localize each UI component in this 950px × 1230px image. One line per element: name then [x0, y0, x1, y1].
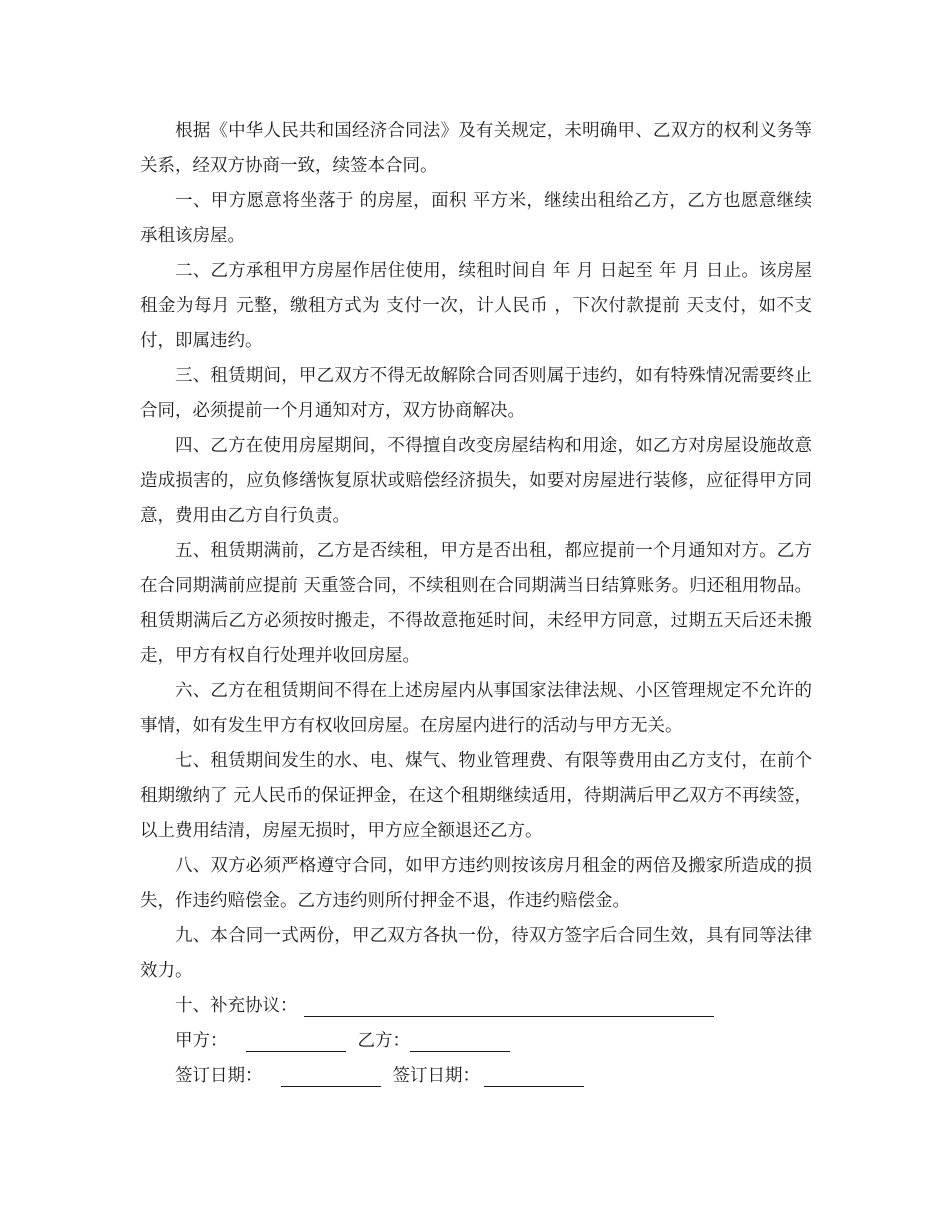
- clause-1-paragraph: 一、甲方愿意将坐落于 的房屋，面积 平方米，继续出租给乙方，乙方也愿意继续承租该房屋。: [140, 191, 812, 246]
- clause-2-paragraph: 二、乙方承租甲方房屋作居住使用，续租时间自 年 月 日起至 年 月 日止。该房屋租金为每月 元整，缴租方式为 支付一次，计人民币 ，下次付款提前 天支付，如不支付，即属违约。: [140, 261, 812, 351]
- clause-6-paragraph: 六、乙方在租赁期间不得在上述房屋内从事国家法律法规、小区管理规定不允许的事情，如有发生甲方有权收回房屋。在房屋内进行的活动与甲方无关。: [140, 681, 812, 736]
- parties-row: [140, 1024, 812, 1059]
- clause-7-paragraph: 七、租赁期间发生的水、电、煤气、物业管理费、有限等费用由乙方支付，在前个租期缴纳了 元人民币的保证押金，在这个租期继续适用，待期满后甲乙双方不再续签，以上费用结清，房屋无损时，甲方应全额退还乙方。: [140, 751, 812, 841]
- clause-4-paragraph: 四、乙方在使用房屋期间，不得擅自改变房屋结构和用途，如乙方对房屋设施故意造成损害的，应负修缮恢复原状或赔偿经济损失，如要对房屋进行装修，应征得甲方同意，费用由乙方自行负责。: [140, 436, 812, 526]
- sign-date-row: [140, 1059, 812, 1094]
- clause-3-paragraph: 三、租赁期间，甲乙双方不得无故解除合同否则属于违约，如有特殊情况需要终止合同，必须提前一个月通知对方，双方协商解决。: [140, 366, 812, 421]
- supplement-label: 十、补充协议：: [175, 996, 298, 1016]
- clause-5-paragraph: 五、租赁期满前，乙方是否续租，甲方是否出租，都应提前一个月通知对方。乙方在合同期满前应提前 天重签合同，不续租则在合同期满当日结算账务。归还租用物品。租赁期满后乙方必须按时搬走，不得故意拖延时间，未经甲方同意，过期五天后还未搬走，甲方有权自行处理并收回房屋。: [140, 541, 812, 666]
- sign-date-a-blank: [281, 1064, 381, 1087]
- supplement-row: [140, 989, 812, 1024]
- party-a-blank: [246, 1029, 346, 1052]
- supplement-blank: [304, 994, 714, 1017]
- party-b-blank: [410, 1029, 510, 1052]
- sign-date-b-blank: [484, 1064, 584, 1087]
- clause-8-paragraph: 八、双方必须严格遵守合同，如甲方违约则按该房月租金的两倍及搬家所造成的损失，作违约赔偿金。乙方违约则所付押金不退，作违约赔偿金。: [140, 856, 812, 911]
- party-b-label: 乙方：: [357, 1031, 410, 1051]
- preamble-paragraph: 根据《中华人民共和国经济合同法》及有关规定，未明确甲、乙双方的权利义务等关系，经双方协商一致，续签本合同。: [140, 121, 812, 176]
- clause-9-paragraph: 九、本合同一式两份，甲乙双方各执一份，待双方签字后合同生效，具有同等法律效力。: [140, 926, 812, 981]
- contract-body: [140, 114, 812, 1094]
- sign-date-b-label: 签订日期：: [392, 1066, 480, 1086]
- sign-date-a-label: 签订日期：: [175, 1066, 263, 1086]
- party-a-label: 甲方：: [175, 1031, 228, 1051]
